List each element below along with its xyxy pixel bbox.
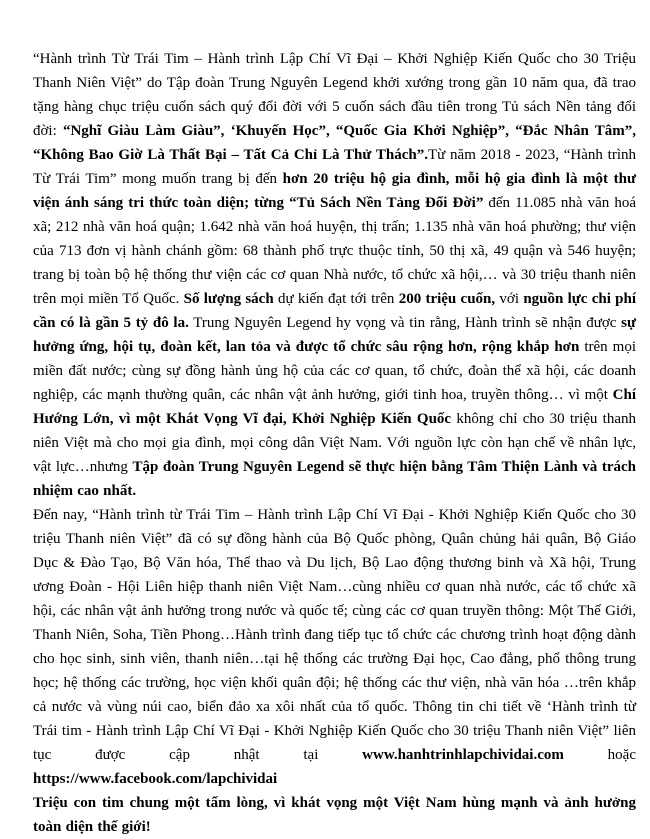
bold-text-run: Tập đoàn Trung Nguyên Legend sẽ thực hiện bằng Tâm Thiện Lành và trách nhiệm cao nhất. [33, 459, 636, 499]
text-run: trên mọi miền đất nước; cùng sự đồng hành ủng hộ của các cơ quan, tổ chức, đoàn thể xã hội, các doanh nghiệp, các mạnh thường quân, các nhân vật ảnh hưởng, giới tinh hoa, truyền thông… vì một [33, 339, 637, 403]
paragraph [33, 47, 636, 503]
text-run: Từ năm 2018 - 2023, “Hành trình Từ Trái Tim” mong muốn trang bị đến [33, 147, 637, 187]
text-run: Trung Nguyên Legend hy vọng và tin rằng, Hành trình sẽ nhận được [188, 315, 622, 331]
bold-text-run: sự hưởng ứng, hội tụ, đoàn kết, lan tỏa và được tổ chức sâu rộng hơn, rộng khắp hơn [33, 315, 636, 355]
text-run: dự kiến đạt tới trên [273, 291, 399, 307]
text-run: “Hành trình Từ Trái Tim – Hành trình Lập Chí Vĩ Đại – Khởi Nghiệp Kiến Quốc cho 30 Triệu Thanh Niên Việt” do Tập đoàn Trung Nguyên Legend khởi xướng trong gần 10 năm qua, đã trao tặng hàng chục triệu cuốn sách quý đổi đời với 5 cuốn sách đầu tiên trong Tủ sách Nền tảng đổi đời: [33, 51, 636, 139]
text-run: Đến nay, “Hành trình từ Trái Tim – Hành trình Lập Chí Vĩ Đại - Khởi Nghiệp Kiến Quốc cho 30 triệu Thanh niên Việt” đã có sự đồng hành của Bộ Quốc phòng, Quân chủng hải quân, Bộ Giáo Dục & Đào Tạo, Bộ Văn hóa, Thể thao và Du lịch, Bộ Lao động thương binh và Xã hội, Trung ương Đoàn - Hội Liên hiệp thanh niên Việt Nam…cùng nhiều cơ quan nhà nước, các tổ chức xã hội, các nhân vật ảnh hưởng trong nước và quốc tế; cùng các cơ quan truyền thông: Một Thế Giới, Thanh Niên, Soha, Tiền Phong…Hành trình đang tiếp tục tổ chức các chương trình hoạt động dành cho học sinh, sinh viên, thanh niên…tại hệ thống các trường Đại học, Cao đẳng, phổ thông trung học; hệ thống các trường, học viện khối quân đội; hệ thống các thư viện, nhà văn hóa …trên khắp cả nước và vùng núi cao, biển đảo xa xôi nhất của tổ quốc. Thông tin chi tiết về ‘Hành trình từ Trái tim - Hành trình Lập Chí Vĩ Đại - Khởi Nghiệp Kiến Quốc cho 30 triệu Thanh niên Việt” liên tục được cập nhật tại [33, 507, 636, 763]
text-run: với [495, 291, 524, 307]
bold-text-run: nguồn lực chi phí cần có là gần 5 tỷ đô la. [33, 291, 637, 331]
bold-text-run: Triệu con tim chung một tấm lòng, vì khát vọng một Việt Nam hùng mạnh và ảnh hưởng toàn diện thế giới! [33, 795, 636, 835]
paragraph [33, 791, 636, 839]
bold-text-run: Số lượng sách [183, 291, 274, 307]
bold-text-run: 200 triệu cuốn, [398, 291, 496, 307]
link-url[interactable]: https://www.facebook.com/lapchividai [33, 771, 278, 787]
text-run: không chỉ cho 30 triệu thanh niên Việt mà cho mọi gia đình, mọi công dân Việt Nam. Với nguồn lực còn hạn chế về nhân lực, vật lực…nhưng [33, 411, 636, 475]
paragraph [33, 503, 636, 791]
text-run: hoặc [563, 747, 636, 763]
link-url[interactable]: www.hanhtrinhlapchividai.com [362, 747, 564, 763]
bold-text-run: hơn 20 triệu hộ gia đình, mỗi hộ gia đình là một thư viện ánh sáng tri thức toàn diện; từng “Tủ Sách Nền Tảng Đổi Đời” [33, 171, 636, 211]
bold-text-run: Chí Hướng Lớn, vì một Khát Vọng Vĩ đại, Khởi Nghiệp Kiến Quốc [33, 387, 636, 427]
bold-text-run: “Nghĩ Giàu Làm Giàu”, ‘Khuyến Học”, “Quốc Gia Khởi Nghiệp”, “Đắc Nhân Tâm”, “Không Bao Giờ Là Thất Bại – Tất Cả Chỉ Là Thử Thách”. [33, 123, 636, 163]
paragraphs-container [33, 47, 636, 839]
text-run: đến 11.085 nhà văn hoá xã; 212 nhà văn hoá quận; 1.642 nhà văn hoá huyện, thị trấn; 1.135 nhà văn hoá phường; thư viện của 713 đơn vị hành chánh gồm: 68 thành phố trực thuộc tỉnh, 50 thị xã, 49 quận và 546 huyện; trang bị toàn bộ hệ thống thư viện các cơ quan Nhà nước, tổ chức xã hội,… và 30 triệu thanh niên trên mọi miền Tổ Quốc. [33, 195, 636, 307]
